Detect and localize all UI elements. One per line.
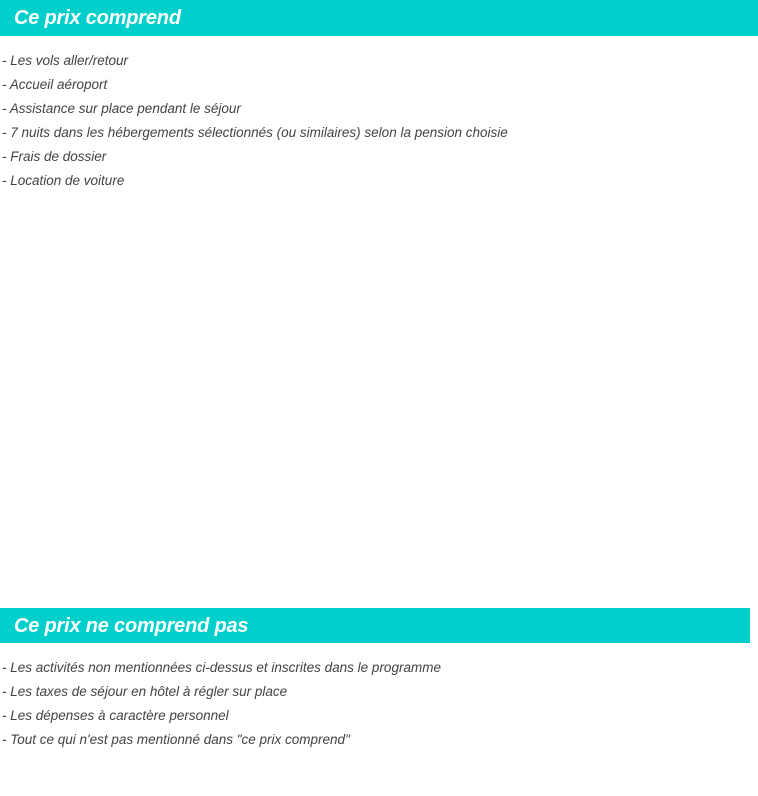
section-spacer bbox=[0, 752, 758, 795]
section-spacer bbox=[0, 193, 758, 596]
list-item: - Les vols aller/retour bbox=[2, 53, 129, 68]
section-header-included bbox=[0, 0, 758, 36]
section-body-included bbox=[0, 36, 758, 596]
list-item: - Location de voiture bbox=[2, 173, 125, 188]
excluded-list bbox=[0, 656, 758, 752]
list-item: - Les taxes de séjour en hôtel à régler sur place bbox=[2, 684, 288, 699]
list-item: - Tout ce qui n'est pas mentionné dans "ce prix comprend" bbox=[2, 732, 350, 747]
section-price-excluded bbox=[0, 608, 758, 795]
section-body-excluded bbox=[0, 643, 758, 795]
list-item: - Les activités non mentionnées ci-dessus et inscrites dans le programme bbox=[2, 660, 441, 675]
section-title-excluded: Ce prix ne comprend pas bbox=[14, 614, 249, 637]
list-item: - Frais de dossier bbox=[2, 149, 107, 164]
list-item: - Accueil aéroport bbox=[2, 77, 108, 92]
section-header-excluded bbox=[0, 608, 750, 643]
section-title-included: Ce prix comprend bbox=[14, 7, 181, 29]
list-item: - 7 nuits dans les hébergements sélectionnés (ou similaires) selon la pension choisie bbox=[2, 125, 508, 140]
list-item: - Assistance sur place pendant le séjour bbox=[2, 101, 241, 116]
included-list bbox=[0, 49, 758, 193]
list-item: - Les dépenses à caractère personnel bbox=[2, 708, 229, 723]
